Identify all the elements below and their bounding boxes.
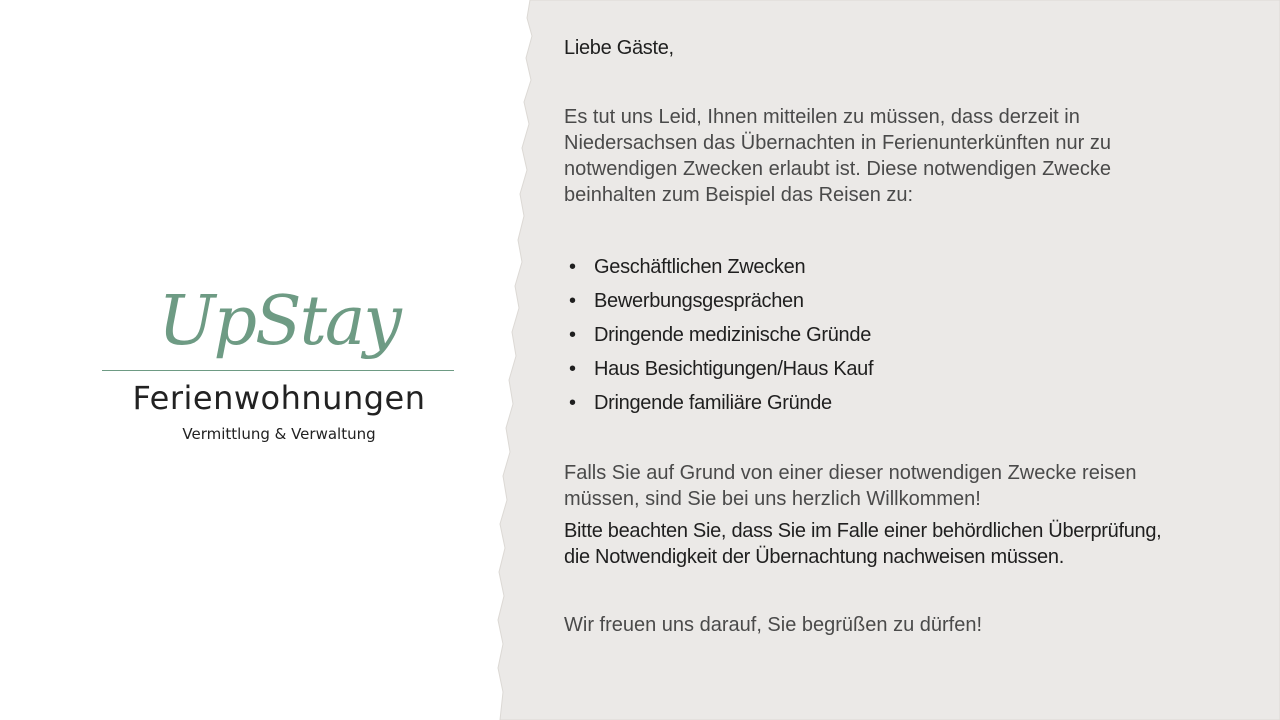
logo-divider: [102, 370, 454, 371]
list-item: [564, 352, 1164, 386]
notice-paragraph: Bitte beachten Sie, dass Sie im Falle einer behördlichen Überprüfung, die Notwendigkeit der Übernachtung nachweisen müssen.: [564, 520, 1162, 568]
list-item-label: Geschäftlichen Zwecken: [594, 256, 806, 278]
purposes-list: [564, 250, 1164, 420]
list-item: [564, 318, 1164, 352]
list-item-label: Dringende medizinische Gründe: [594, 324, 872, 346]
logo-name: Ferienwohnungen: [132, 379, 426, 417]
letter-content: [564, 34, 1164, 638]
list-item-label: Dringende familiäre Gründe: [594, 392, 832, 414]
bullet: •: [569, 392, 576, 414]
logo-script: UpStay: [158, 282, 400, 361]
closing-line: Wir freuen uns darauf, Sie begrüßen zu dürfen!: [564, 614, 983, 636]
list-item-label: Bewerbungsgesprächen: [594, 290, 804, 312]
welcome-paragraph: Falls Sie auf Grund von einer dieser notwendigen Zwecke reisen müssen, sind Sie bei uns herzlich Willkommen!: [564, 462, 1137, 510]
list-item: [564, 386, 1164, 420]
list-item: [564, 250, 1164, 284]
bullet: •: [569, 256, 576, 278]
list-item: [564, 284, 1164, 318]
greeting: Liebe Gäste,: [564, 37, 674, 59]
bullet: •: [569, 358, 576, 380]
bullet: •: [569, 290, 576, 312]
upstay-logo: [100, 282, 458, 452]
list-item-label: Haus Besichtigungen/Haus Kauf: [594, 358, 874, 380]
bullet: •: [569, 324, 576, 346]
logo-tagline: Vermittlung & Verwaltung: [182, 425, 376, 443]
intro-paragraph: Es tut uns Leid, Ihnen mitteilen zu müssen, dass derzeit in Niedersachsen das Übernachten in Ferienunterkünften nur zu notwendigen Zwecken erlaubt ist. Diese notwendigen Zwecke beinhalten zum Beispiel das Reisen zu:: [564, 106, 1111, 206]
